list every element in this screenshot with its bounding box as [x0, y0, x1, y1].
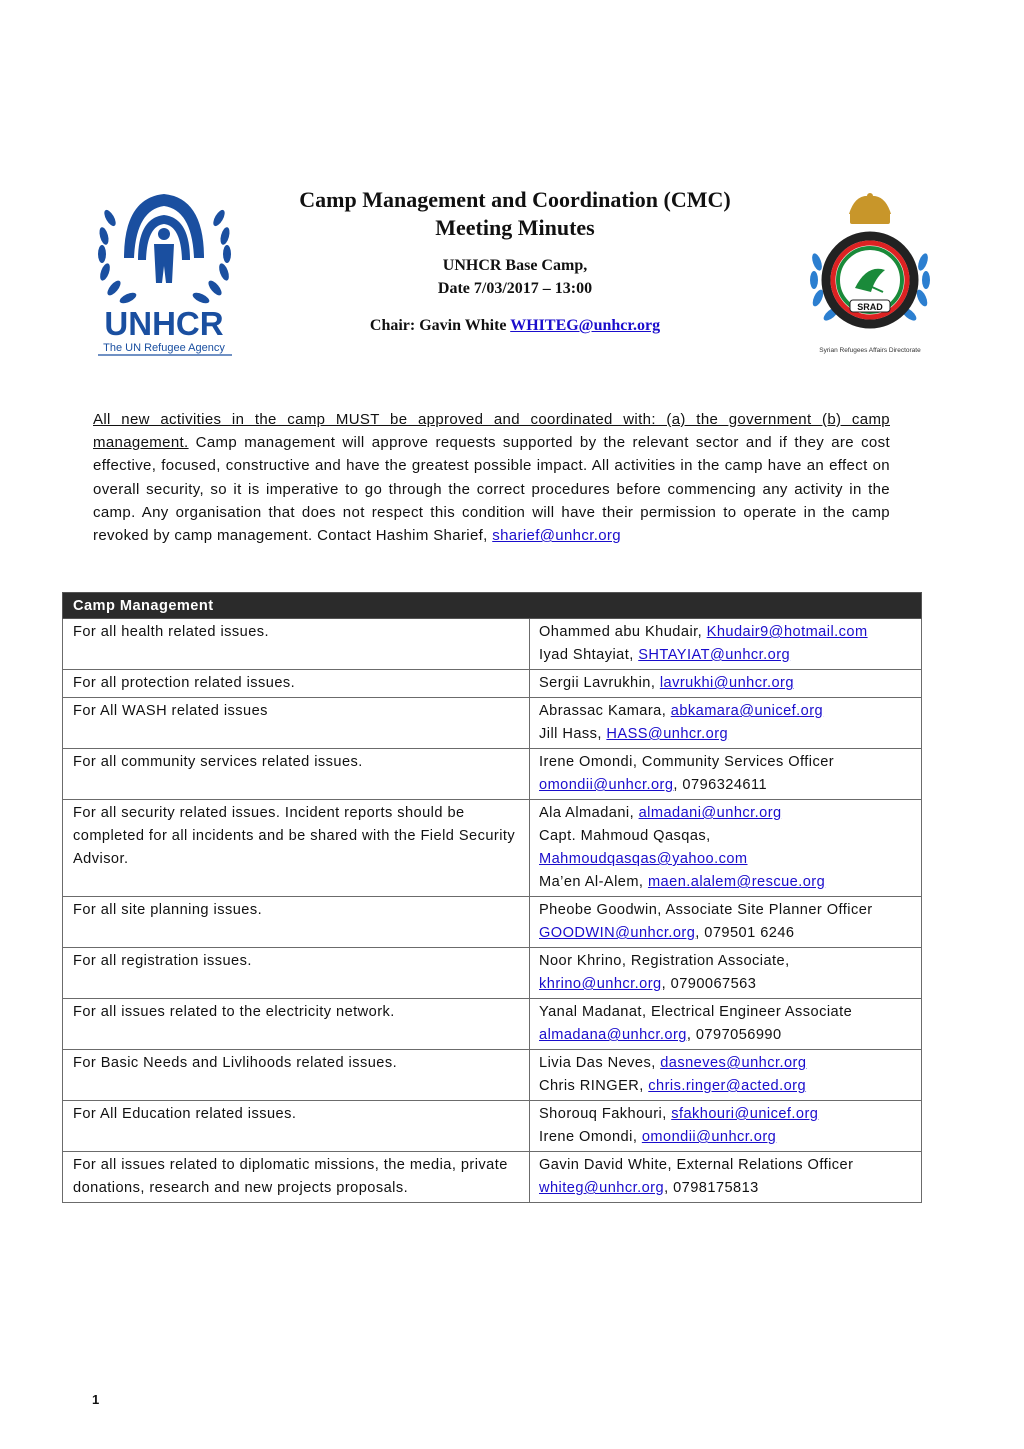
contact-line [539, 723, 911, 746]
meeting-date: Date 7/03/2017 – 13:00 [437, 280, 593, 297]
issue-cell: For all protection related issues. [63, 670, 530, 698]
contact-email-link[interactable]: HASS@unhcr.org [606, 726, 729, 742]
contact-name: Ma’en Al-Alem, [539, 874, 648, 890]
contact-line [539, 774, 911, 797]
contact-cell [530, 897, 922, 948]
contact-email-link[interactable]: Mahmoudqasqas@yahoo.com [539, 851, 748, 867]
document-title: Camp Management and Coordination (CMC) [299, 187, 731, 212]
srad-caption: Syrian Refugees Affairs Directorate [819, 347, 921, 354]
contact-cell [530, 670, 922, 698]
unhcr-logo-subtext: The UN Refugee Agency [103, 342, 225, 354]
contact-name: Shorouq Fakhouri, [539, 1106, 672, 1122]
table-row [63, 698, 922, 749]
issue-cell: For All WASH related issues [63, 698, 530, 749]
contact-line [539, 899, 911, 922]
contact-email-link[interactable]: SHTAYIAT@unhcr.org [638, 647, 791, 663]
contact-line [539, 751, 911, 774]
intro-paragraph [93, 408, 890, 547]
unhcr-logo [92, 188, 237, 358]
issue-cell: For All Education related issues. [63, 1101, 530, 1152]
table-row [63, 1101, 922, 1152]
issue-cell: For all health related issues. [63, 619, 530, 670]
contact-cell [530, 999, 922, 1050]
table-header: Camp Management [63, 593, 922, 619]
table-row [63, 800, 922, 897]
contact-cell [530, 1152, 922, 1203]
contact-email-link[interactable]: GOODWIN@unhcr.org [539, 925, 696, 941]
intro-underlined-text: All new activities in the camp MUST be approved and coordinated with: (a) the government (b) camp management. [93, 411, 890, 452]
chair-email-link[interactable]: WHITEG@unhcr.org [510, 317, 661, 334]
contact-line [539, 1001, 911, 1024]
contact-name: Noor Khrino, Registration Associate, [539, 953, 790, 969]
issue-cell: For all registration issues. [63, 948, 530, 999]
contact-cell [530, 1101, 922, 1152]
table-row [63, 749, 922, 800]
table-row [63, 948, 922, 999]
contact-email-link[interactable]: chris.ringer@acted.org [648, 1078, 807, 1094]
contact-phone: , 0798175813 [664, 1180, 759, 1196]
contact-line [539, 973, 911, 996]
contact-name: Gavin David White, External Relations Officer [539, 1157, 854, 1173]
contact-name: Ala Almadani, [539, 805, 639, 821]
contact-phone: , 0797056990 [686, 1027, 782, 1043]
contact-line [539, 922, 911, 945]
contact-name: Ohammed abu Khudair, [539, 624, 707, 640]
contact-email-link[interactable]: Khudair9@hotmail.com [706, 624, 868, 640]
contact-name: Jill Hass, [539, 726, 607, 742]
contact-name: Yanal Madanat, Electrical Engineer Associate [539, 1004, 853, 1020]
contact-cell [530, 948, 922, 999]
contact-email-link[interactable]: dasneves@unhcr.org [660, 1055, 807, 1071]
page-number: 1 [92, 1392, 100, 1407]
issue-cell: For Basic Needs and Livlihoods related issues. [63, 1050, 530, 1101]
contact-cell [530, 619, 922, 670]
contact-email-link[interactable]: omondii@unhcr.org [641, 1129, 777, 1145]
contact-email-link[interactable]: maen.alalem@rescue.org [647, 874, 826, 890]
table-row [63, 1152, 922, 1203]
document-header [270, 186, 760, 337]
contact-line [539, 825, 911, 848]
contact-email-link[interactable]: omondii@unhcr.org [539, 777, 674, 793]
contact-name: Irene Omondi, [539, 1129, 642, 1145]
contact-name: Pheobe Goodwin, Associate Site Planner Officer [539, 902, 873, 918]
contact-line [539, 1052, 911, 1075]
unhcr-logo-text: UNHCR [104, 305, 224, 342]
table-row [63, 1050, 922, 1101]
contact-cell [530, 749, 922, 800]
contact-phone: , 0790067563 [661, 976, 757, 992]
issue-cell: For all issues related to diplomatic missions, the media, private donations, research and new projects proposals. [63, 1152, 530, 1203]
meeting-location: UNHCR Base Camp, [442, 257, 588, 274]
table-body [63, 619, 922, 1203]
contact-email-link[interactable]: khrino@unhcr.org [539, 976, 662, 992]
contact-name: Abrassac Kamara, [539, 703, 671, 719]
contact-email-link[interactable]: whiteg@unhcr.org [539, 1180, 665, 1196]
table-row [63, 897, 922, 948]
contact-line [539, 1024, 911, 1047]
chair-label: Chair: Gavin White [369, 317, 507, 334]
contact-line [539, 802, 911, 825]
camp-management-table [62, 592, 922, 1203]
issue-cell: For all security related issues. Incident reports should be completed for all incidents and be shared with the Field Security Advisor. [63, 800, 530, 897]
contact-name: Sergii Lavrukhin, [539, 675, 660, 691]
contact-email-link[interactable]: almadana@unhcr.org [539, 1027, 687, 1043]
contact-name: Chris RINGER, [539, 1078, 649, 1094]
contact-line [539, 1126, 911, 1149]
contact-name: Capt. Mahmoud Qasqas, [539, 828, 711, 844]
contact-line [539, 700, 911, 723]
contact-line [539, 1177, 911, 1200]
contact-line [539, 1154, 911, 1177]
contact-name: Livia Das Neves, [539, 1055, 661, 1071]
contact-line [539, 950, 911, 973]
contact-line [539, 871, 911, 894]
contact-phone: , 0796324611 [673, 777, 768, 793]
issue-cell: For all community services related issues. [63, 749, 530, 800]
table-row [63, 619, 922, 670]
contact-name: Irene Omondi, Community Services Officer [539, 754, 835, 770]
contact-line [539, 672, 911, 695]
contact-email-link[interactable]: sfakhouri@unicef.org [671, 1106, 819, 1122]
contact-cell [530, 698, 922, 749]
document-subtitle: Meeting Minutes [435, 215, 595, 240]
intro-body-text: Camp management will approve requests supported by the relevant sector and if they are cost effective, focused, constructive and have the greatest possible impact. All activities in the camp have an effect on overall security, so it is imperative to go through the correct procedures before commencing any activity in the camp. Any organisation that does not respect this condition will have their permission to operate in the camp revoked by camp management. Contact Hashim Sharief, [93, 434, 890, 545]
srad-logo [805, 192, 935, 367]
issue-cell: For all site planning issues. [63, 897, 530, 948]
meeting-chair [270, 314, 760, 337]
contact-name: Iyad Shtayiat, [539, 647, 639, 663]
srad-badge-text: SRAD [857, 302, 883, 312]
table-row [63, 999, 922, 1050]
issue-cell: For all issues related to the electricity network. [63, 999, 530, 1050]
table-row [63, 670, 922, 698]
contact-line [539, 1103, 911, 1126]
contact-line [539, 1075, 911, 1098]
contact-line [539, 848, 911, 871]
contact-email-link[interactable]: abkamara@unicef.org [670, 703, 824, 719]
contact-phone: , 079501 6246 [695, 925, 795, 941]
intro-contact-email-link[interactable]: sharief@unhcr.org [492, 527, 621, 545]
contact-cell [530, 800, 922, 897]
contact-line [539, 644, 911, 667]
contact-line [539, 621, 911, 644]
contact-email-link[interactable]: lavrukhi@unhcr.org [659, 675, 794, 691]
contact-email-link[interactable]: almadani@unhcr.org [638, 805, 782, 821]
contact-cell [530, 1050, 922, 1101]
